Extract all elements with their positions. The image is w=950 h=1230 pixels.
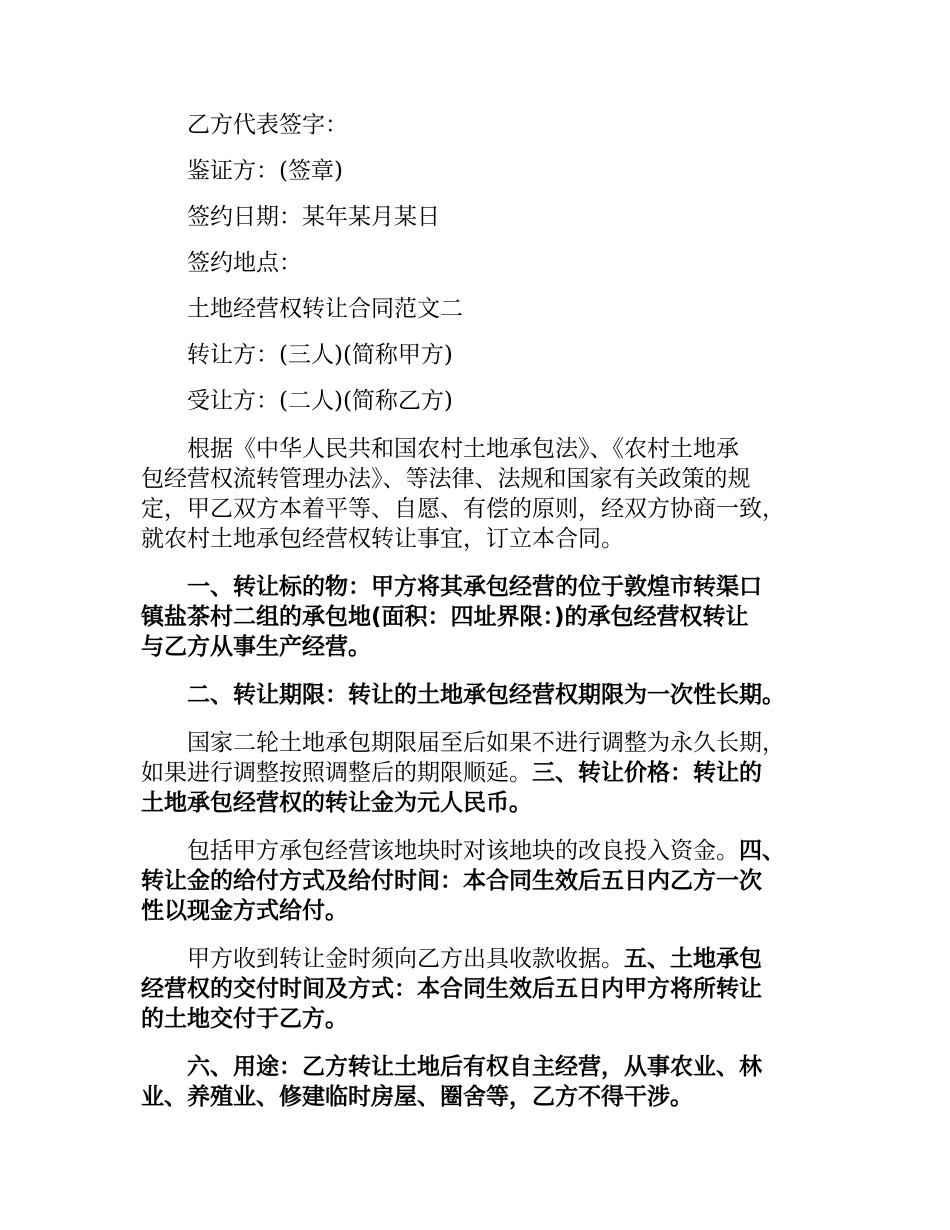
clause-text: 如果进行调整按照调整后的期限顺延。 (141, 760, 532, 786)
clause-1-paragraph (141, 572, 821, 662)
clause-heading: 四、 (739, 838, 785, 864)
clause-line: 六、用途：乙方转让土地后有权自主经营，从事农业、林 (187, 1054, 762, 1080)
clause-2-paragraph (141, 680, 821, 710)
sample-title: 土地经营权转让合同范文二 (187, 296, 463, 322)
preamble-line: 包经营权流转管理办法》、等法律、法规和国家有关政策的规 (141, 466, 751, 492)
clause-line (141, 758, 821, 788)
clause-text: 包括甲方承包经营该地块时对该地块的改良投入资金。 (187, 838, 739, 864)
signature-line-notary: 鉴证方：(签章) (187, 158, 343, 184)
clause-4-detail-paragraph (141, 944, 821, 1034)
clause-line: 一、转让标的物：甲方将其承包经营的位于敦煌市转渠口 (187, 574, 762, 600)
clause-line: 二、转让期限：转让的土地承包经营权期限为一次性长期。 (187, 682, 785, 708)
preamble-line: 定，甲乙双方本着平等、自愿、有偿的原则，经双方协商一致， (141, 496, 785, 522)
clause-line: 性以现金方式给付。 (141, 898, 348, 924)
clause-line: 业、养殖业、修建临时房屋、圈舍等，乙方不得干涉。 (141, 1084, 693, 1110)
signature-line-party-b-rep: 乙方代表签字： (187, 112, 348, 138)
clause-line: 转让金的给付方式及给付时间：本合同生效后五日内乙方一次 (141, 868, 762, 894)
clause-heading: 五、土地承包 (624, 946, 762, 972)
clause-2-detail-paragraph (141, 728, 821, 818)
clause-3-detail-paragraph (141, 836, 821, 926)
clause-line (141, 944, 821, 974)
clause-line: 经营权的交付时间及方式：本合同生效后五日内甲方将所转让 (141, 976, 762, 1002)
clause-line: 土地承包经营权的转让金为元人民币。 (141, 790, 532, 816)
preamble-paragraph (141, 434, 821, 554)
clause-line: 镇盐茶村二组的承包地(面积：四址界限：)的承包经营权转让 (141, 604, 749, 630)
clause-line (141, 836, 821, 866)
clause-line: 的土地交付于乙方。 (141, 1006, 348, 1032)
signature-line-place: 签约地点： (187, 250, 302, 276)
preamble-line: 就农村土地承包经营权转让事宜，订立本合同。 (141, 526, 624, 552)
preamble-line: 根据《中华人民共和国农村土地承包法》、《农村土地承 (187, 436, 739, 462)
transferor-line: 转让方：(三人)(简称甲方) (187, 342, 453, 368)
document-body (141, 110, 821, 1130)
clause-line: 国家二轮土地承包期限届至后如果不进行调整为永久长期， (187, 730, 785, 756)
clause-line: 与乙方从事生产经营。 (141, 634, 371, 660)
clause-text: 甲方收到转让金时须向乙方出具收款收据。 (187, 946, 624, 972)
transferee-line: 受让方：(二人)(简称乙方) (187, 388, 453, 414)
clause-heading: 三、转让价格：转让的 (532, 760, 762, 786)
clause-6-paragraph (141, 1052, 821, 1112)
signature-line-date: 签约日期：某年某月某日 (187, 204, 440, 230)
